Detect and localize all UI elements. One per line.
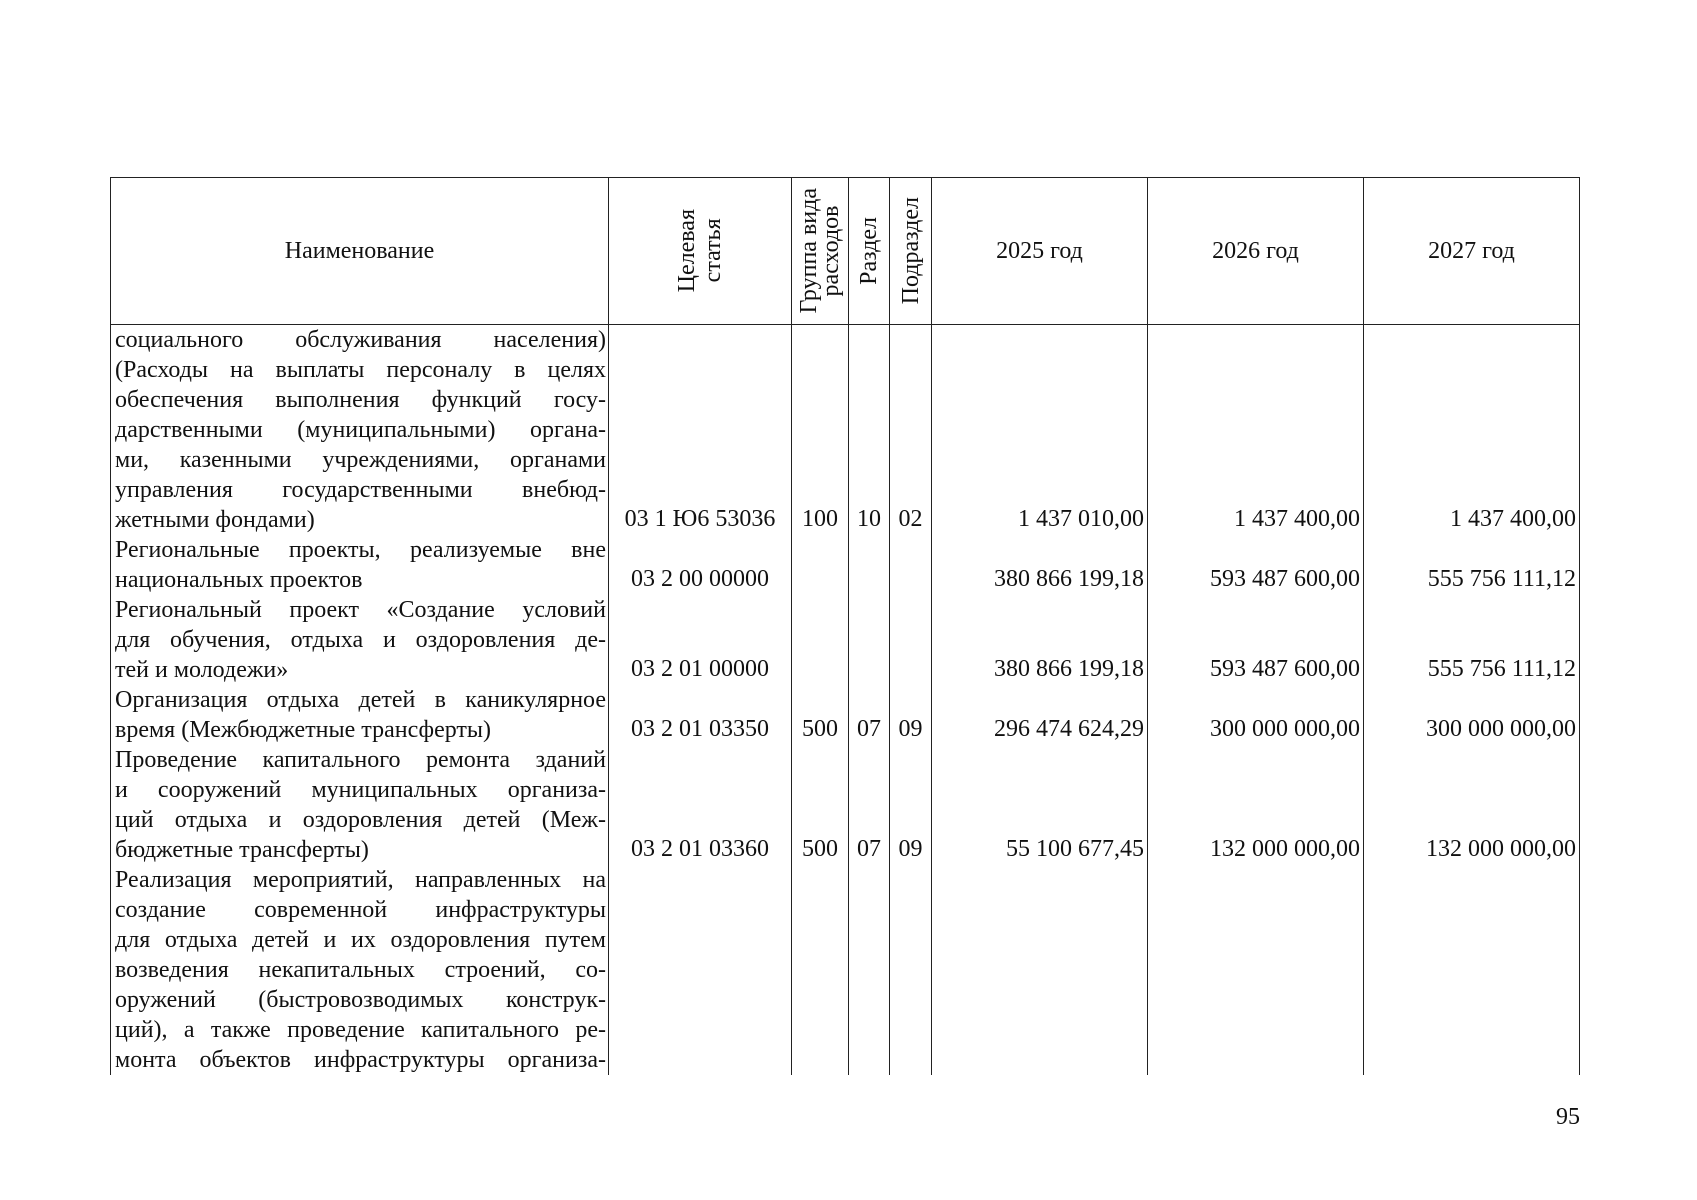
row-amount-2027: 555 756 111,12 [1364,535,1580,595]
header-year-2025: 2025 год [932,178,1148,325]
row-subsection [890,595,932,685]
row-name-line: ций отдыха и оздоровления детей (Меж- [115,807,606,833]
row-amount-2026: 593 487 600,00 [1148,535,1364,595]
row-name-line: Организация отдыха детей в каникулярное [115,687,606,713]
header-target-article-label: Целевая статья [674,209,726,293]
row-name-line: обеспечения выполнения функций госу- [115,387,606,413]
row-subsection: 02 [890,325,932,536]
row-name-line: ми, казенными учреждениями, органами [115,447,606,473]
row-section: 07 [849,685,890,745]
row-subsection [890,535,932,595]
header-expense-group-label: Группа вида расходов [796,188,844,314]
row-section [849,535,890,595]
row-amount-2027: 132 000 000,00 [1364,745,1580,865]
row-amount-2026: 132 000 000,00 [1148,745,1364,865]
header-year-2026: 2026 год [1148,178,1364,325]
row-amount-2026: 593 487 600,00 [1148,595,1364,685]
row-name-line: социального обслуживания населения) [115,327,606,353]
table-row [111,595,1580,685]
row-name-line: Реализация мероприятий, направленных на [115,867,606,893]
header-year-2027: 2027 год [1364,178,1580,325]
row-name-line: ций), а также проведение капитального ре- [115,1017,606,1043]
row-target-article: 03 2 00 00000 [609,535,792,595]
row-section: 10 [849,325,890,536]
row-section [849,595,890,685]
row-name-line: Региональный проект «Создание условий [115,597,606,623]
row-expense-group [792,865,849,1075]
row-name-line: управления государственными внебюд- [115,477,606,503]
row-amount-2026: 300 000 000,00 [1148,685,1364,745]
row-name [111,685,609,745]
row-name-line: для обучения, отдыха и оздоровления де- [115,627,606,653]
row-amount-2027: 1 437 400,00 [1364,325,1580,536]
row-name-line: тей и молодежи» [115,657,289,683]
page-number: 95 [1556,1104,1580,1130]
row-section: 07 [849,745,890,865]
row-subsection: 09 [890,745,932,865]
table-row [111,535,1580,595]
row-expense-group [792,595,849,685]
row-name [111,535,609,595]
row-expense-group: 500 [792,745,849,865]
row-amount-2025: 55 100 677,45 [932,745,1148,865]
row-amount-2025: 296 474 624,29 [932,685,1148,745]
row-amount-2025: 1 437 010,00 [932,325,1148,536]
row-name-line: Проведение капитального ремонта зданий [115,747,606,773]
row-name-line: (Расходы на выплаты персоналу в целях [115,357,606,383]
header-subsection [890,178,932,325]
row-amount-2025 [932,865,1148,1075]
row-name-line: для отдыха детей и их оздоровления путем [115,927,606,953]
row-expense-group [792,535,849,595]
row-section [849,865,890,1075]
row-amount-2027: 555 756 111,12 [1364,595,1580,685]
row-name [111,745,609,865]
row-amount-2025: 380 866 199,18 [932,535,1148,595]
row-name [111,325,609,536]
row-name-line: создание современной инфраструктуры [115,897,606,923]
header-section-label: Раздел [856,217,882,285]
row-expense-group: 500 [792,685,849,745]
row-amount-2027: 300 000 000,00 [1364,685,1580,745]
table-row [111,865,1580,1075]
header-expense-group [792,178,849,325]
header-subsection-label: Подраздел [897,197,924,305]
row-name-line: жетными фондами) [115,507,315,533]
header-section [849,178,890,325]
row-name-line: возведения некапитальных строений, со- [115,957,606,983]
row-name-line: бюджетные трансферты) [115,837,369,863]
row-target-article: 03 2 01 03360 [609,745,792,865]
table-row [111,685,1580,745]
row-target-article: 03 1 Ю6 53036 [609,325,792,536]
budget-table [110,177,1580,1075]
table-body [111,325,1580,1076]
row-amount-2027 [1364,865,1580,1075]
table-header-row [111,178,1580,325]
row-target-article: 03 2 01 03350 [609,685,792,745]
row-name [111,595,609,685]
row-name-line: дарственными (муниципальными) органа- [115,417,606,443]
row-name [111,865,609,1075]
row-target-article [609,865,792,1075]
header-name: Наименование [111,178,609,325]
row-name-line: национальных проектов [115,567,363,593]
row-amount-2026 [1148,865,1364,1075]
row-target-article: 03 2 01 00000 [609,595,792,685]
row-subsection [890,865,932,1075]
row-amount-2025: 380 866 199,18 [932,595,1148,685]
row-name-line: оружений (быстровозводимых конструк- [115,987,606,1013]
row-subsection: 09 [890,685,932,745]
header-target-article [609,178,792,325]
row-name-line: монта объектов инфраструктуры организа- [115,1047,606,1073]
row-expense-group: 100 [792,325,849,536]
row-name-line: Региональные проекты, реализуемые вне [115,537,606,563]
table-row [111,745,1580,865]
row-name-line: и сооружений муниципальных организа- [115,777,606,803]
row-amount-2026: 1 437 400,00 [1148,325,1364,536]
row-name-line: время (Межбюджетные трансферты) [115,717,492,743]
table-row [111,325,1580,536]
